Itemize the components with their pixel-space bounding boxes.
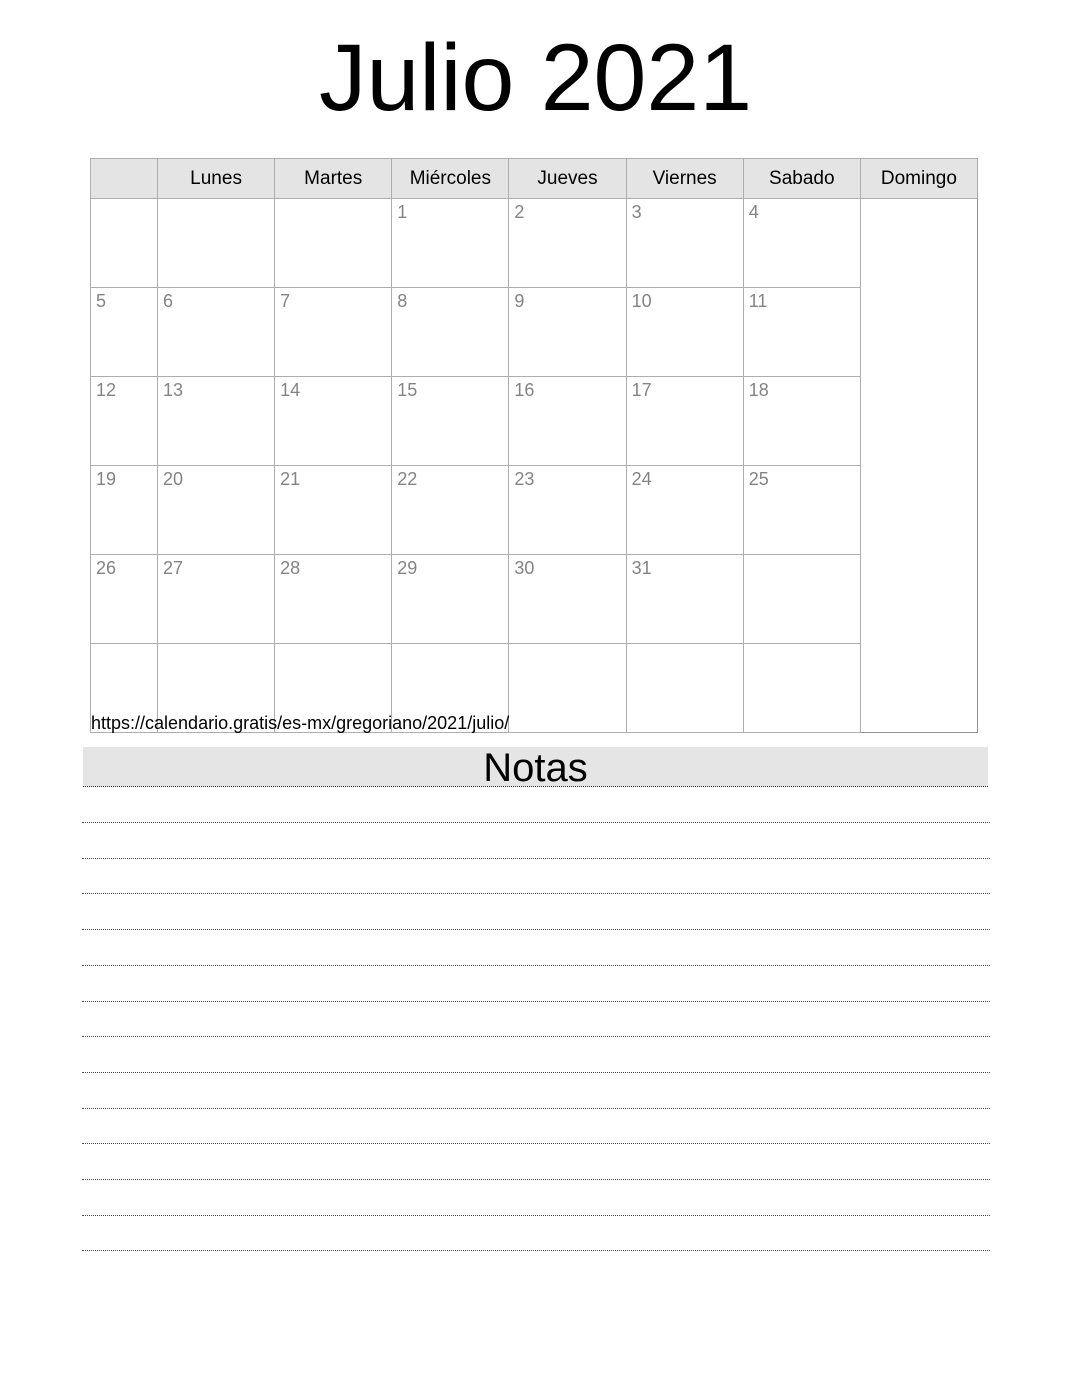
source-url-text: https://calendario.gratis/es-mx/gregoriano/2021/julio/	[91, 713, 510, 733]
notes-header-bar	[83, 746, 988, 790]
note-line-2	[82, 858, 990, 859]
week-row-3	[91, 377, 978, 466]
day-cell-19: 19	[91, 466, 158, 555]
week-row-1	[91, 199, 978, 288]
day-cell-30: 30	[509, 555, 626, 644]
weekday-header-domingo: Domingo	[860, 159, 977, 199]
day-cell-7: 7	[275, 288, 392, 377]
day-cell-10: 10	[626, 288, 743, 377]
note-line-3	[82, 893, 990, 894]
weekday-header-row	[91, 159, 978, 199]
day-cell-empty	[158, 199, 275, 288]
week-row-5	[91, 555, 978, 644]
day-cell-2: 2	[509, 199, 626, 288]
day-cell-empty	[509, 644, 626, 733]
note-line-13	[82, 1250, 990, 1251]
day-cell-empty	[743, 555, 860, 644]
day-cell-22: 22	[392, 466, 509, 555]
day-cell-28: 28	[275, 555, 392, 644]
day-cell-1: 1	[392, 199, 509, 288]
weekday-header-sabado: Sabado	[743, 159, 860, 199]
day-cell-9: 9	[509, 288, 626, 377]
day-cell-4: 4	[743, 199, 860, 288]
note-line-5	[82, 965, 990, 966]
week-row-4	[91, 466, 978, 555]
weekday-header-lunes: Lunes	[158, 159, 275, 199]
weekday-header-viernes: Viernes	[626, 159, 743, 199]
day-cell-29: 29	[392, 555, 509, 644]
day-cell-26: 26	[91, 555, 158, 644]
week-row-2	[91, 288, 978, 377]
week-number-gutter	[91, 159, 158, 199]
note-line-4	[82, 929, 990, 930]
note-line-12	[82, 1215, 990, 1216]
day-cell-15: 15	[392, 377, 509, 466]
day-cell-13: 13	[158, 377, 275, 466]
notes-header-label: Notas	[483, 746, 588, 790]
note-line-7	[82, 1036, 990, 1037]
weekday-header-miercoles: Miércoles	[392, 159, 509, 199]
day-cell-25: 25	[743, 466, 860, 555]
day-cell-27: 27	[158, 555, 275, 644]
day-cell-5: 5	[91, 288, 158, 377]
day-cell-empty	[743, 644, 860, 733]
note-line-6	[82, 1001, 990, 1002]
note-line-9	[82, 1108, 990, 1109]
day-cell-empty	[275, 199, 392, 288]
page-title: Julio 2021	[318, 25, 753, 131]
weekday-header-jueves: Jueves	[509, 159, 626, 199]
day-cell-24: 24	[626, 466, 743, 555]
day-cell-3: 3	[626, 199, 743, 288]
day-cell-6: 6	[158, 288, 275, 377]
day-cell-8: 8	[392, 288, 509, 377]
day-cell-11: 11	[743, 288, 860, 377]
day-cell-17: 17	[626, 377, 743, 466]
day-cell-16: 16	[509, 377, 626, 466]
day-cell-empty	[626, 644, 743, 733]
note-line-11	[82, 1179, 990, 1180]
weekday-header-martes: Martes	[275, 159, 392, 199]
day-cell-14: 14	[275, 377, 392, 466]
note-line-1	[82, 822, 990, 823]
day-cell-12: 12	[91, 377, 158, 466]
day-cell-21: 21	[275, 466, 392, 555]
notes-lines-area	[82, 822, 990, 1262]
day-cell-18: 18	[743, 377, 860, 466]
note-line-8	[82, 1072, 990, 1073]
day-cell-20: 20	[158, 466, 275, 555]
day-cell-23: 23	[509, 466, 626, 555]
day-cell-empty	[91, 199, 158, 288]
note-line-10	[82, 1143, 990, 1144]
calendar-table	[90, 158, 978, 733]
day-cell-31: 31	[626, 555, 743, 644]
